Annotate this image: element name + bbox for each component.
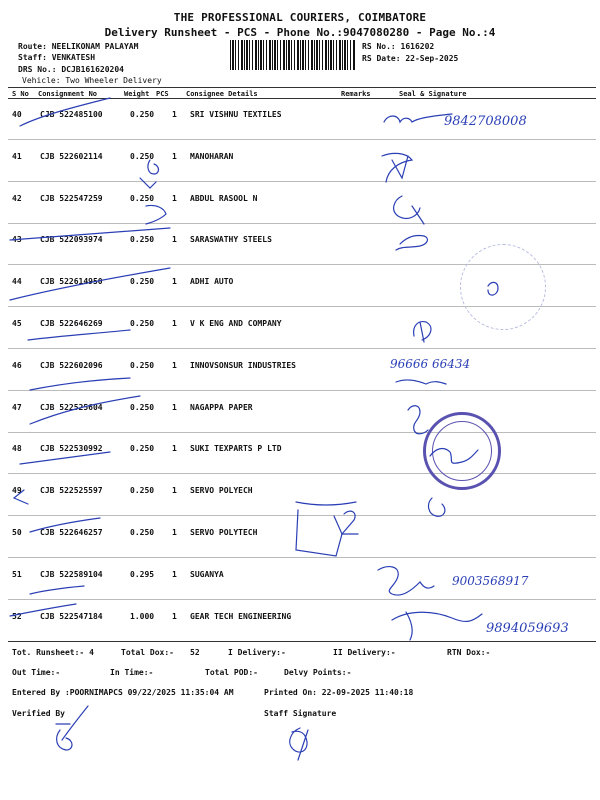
row-pcs: 1: [172, 360, 177, 370]
col-sno: S No: [12, 90, 29, 98]
row-consignment-no: CJB 522589104: [40, 569, 103, 579]
row-pcs: 1: [172, 193, 177, 203]
row-consignee: SRI VISHNU TEXTILES: [190, 110, 282, 119]
row-pcs: 1: [172, 528, 177, 537]
row-weight: 0.250: [130, 528, 155, 537]
row-weight: 0.250: [130, 402, 155, 412]
row-consignment-no: CJB 522614950: [40, 277, 103, 287]
entered-by: Entered By :POORNIMAPCS 09/22/2025 11:35:04 AM: [12, 688, 234, 697]
row-consignment-no: CJB 522547184: [40, 611, 103, 621]
table-rule-bottom: [8, 641, 596, 642]
row-pcs: 1: [172, 235, 177, 245]
row-sno: 47: [12, 402, 22, 412]
row-consignment-no: CJB 522093974: [40, 235, 103, 245]
row-sno: 46: [12, 360, 22, 370]
verified-by: Verified By: [12, 709, 65, 718]
row-sno: 40: [12, 110, 22, 119]
row-weight: 0.250: [130, 277, 155, 287]
staff-label: Staff: VENKATESH: [18, 53, 96, 62]
row-sno: 41: [12, 151, 22, 161]
row-weight: 0.250: [130, 110, 155, 119]
total-pod: Total POD:-: [205, 668, 258, 677]
row-consignment-no: CJB 522646257: [40, 528, 103, 537]
rs-date: RS Date: 22-Sep-2025: [362, 54, 459, 63]
row-consignment-no: CJB 522485100: [40, 110, 103, 119]
col-seal: Seal & Signature: [399, 90, 467, 98]
vehicle-label: Vehicle: Two Wheeler Delivery: [22, 76, 162, 85]
staff-signature-mark: [290, 728, 308, 760]
header-rule-top: [8, 87, 596, 88]
row-pcs: 1: [172, 444, 177, 454]
rs-number: RS No.: 1616202: [362, 42, 435, 51]
row-weight: 0.250: [130, 360, 155, 370]
table-row: [8, 140, 596, 182]
row-weight: 0.295: [130, 569, 155, 579]
col-remarks: Remarks: [341, 90, 371, 98]
total-dox-value: 52: [190, 648, 200, 657]
table-row: [8, 474, 596, 516]
rtn-dox: RTN Dox:-: [447, 648, 491, 657]
staff-signature: Staff Signature: [264, 709, 337, 718]
row-pcs: 1: [172, 611, 177, 621]
row-pcs: 1: [172, 277, 177, 287]
row-sno: 42: [12, 193, 22, 203]
row-consignee: SUGANYA: [190, 569, 224, 579]
row-weight: 1.000: [130, 611, 155, 621]
row-pcs: 1: [172, 486, 177, 496]
table-row: [8, 182, 596, 224]
row-consignee: GEAR TECH ENGINEERING: [190, 611, 292, 621]
row-consignment-no: CJB 522525597: [40, 486, 103, 496]
row-consignee: MANOHARAN: [190, 151, 234, 161]
row-sno: 45: [12, 319, 22, 328]
barcode: [230, 40, 356, 70]
runsheet-subtitle: Delivery Runsheet - PCS - Phone No.:9047080280 - Page No.:4: [104, 26, 496, 39]
faint-stamp: [460, 244, 546, 330]
row-consignee: SERVO POLYECH: [190, 486, 253, 496]
table-row: [8, 349, 596, 391]
row-weight: 0.250: [130, 193, 155, 203]
row-consignment-no: CJB 522530992: [40, 444, 103, 454]
row-consignee: SARASWATHY STEELS: [190, 235, 272, 245]
row-consignee: SUKI TEXPARTS P LTD: [190, 444, 282, 454]
total-dox-label: Total Dox:-: [121, 648, 174, 657]
row-consignee: V K ENG AND COMPANY: [190, 319, 282, 328]
row-sno: 52: [12, 611, 22, 621]
row-sno: 50: [12, 528, 22, 537]
row-sno: 48: [12, 444, 22, 454]
handwritten-phone-52: 9894059693: [486, 621, 569, 636]
delvy-points: Delvy Points:-: [284, 668, 352, 677]
route-label: Route: NEELIKONAM PALAYAM: [18, 42, 139, 51]
row-weight: 0.250: [130, 444, 155, 454]
company-title: THE PROFESSIONAL COURIERS, COIMBATORE: [173, 11, 427, 24]
ii-delivery: II Delivery:-: [333, 648, 396, 657]
row-consignee: ABDUL RASOOL N: [190, 193, 258, 203]
row-consignee: NAGAPPA PAPER: [190, 402, 253, 412]
tot-runsheet: Tot. Runsheet:- 4: [12, 648, 94, 657]
row-pcs: 1: [172, 110, 177, 119]
row-weight: 0.250: [130, 235, 155, 245]
row-sno: 43: [12, 235, 22, 245]
row-consignment-no: CJB 522602114: [40, 151, 103, 161]
row-pcs: 1: [172, 319, 177, 328]
row-consignee: SERVO POLYTECH: [190, 528, 258, 537]
row-pcs: 1: [172, 402, 177, 412]
row-pcs: 1: [172, 569, 177, 579]
row-consignment-no: CJB 522525604: [40, 402, 103, 412]
row-weight: 0.250: [130, 319, 155, 328]
row-sno: 44: [12, 277, 22, 287]
table-row: [8, 432, 596, 474]
company-stamp-inner: [432, 421, 492, 481]
drs-number: DRS No.: DCJB161620204: [18, 65, 124, 74]
row-weight: 0.250: [130, 486, 155, 496]
row-consignment-no: CJB 522547259: [40, 193, 103, 203]
handwritten-phone-46: 96666 66434: [390, 357, 471, 371]
col-weight: Weight: [124, 90, 150, 98]
printed-on: Printed On: 22-09-2025 11:40:18: [264, 688, 414, 697]
col-consignee: Consignee Details: [186, 90, 258, 98]
row-consignment-no: CJB 522646269: [40, 319, 103, 328]
table-row: [8, 516, 596, 558]
in-time: In Time:-: [110, 668, 154, 677]
row-weight: 0.250: [130, 151, 155, 161]
row-pcs: 1: [172, 151, 177, 161]
row-sno: 51: [12, 569, 22, 579]
row-consignment-no: CJB 522602096: [40, 360, 103, 370]
row-consignee: ADHI AUTO: [190, 277, 234, 287]
handwritten-phone-51: 9003568917: [452, 574, 529, 588]
table-row: [8, 391, 596, 433]
out-time: Out Time:-: [12, 668, 61, 677]
col-consignment: Consignment No: [38, 90, 98, 98]
row-consignee: INNOVSONSUR INDUSTRIES: [190, 360, 296, 370]
col-pcs: PCS: [156, 90, 169, 98]
row-sno: 49: [12, 486, 22, 496]
i-delivery: I Delivery:-: [228, 648, 286, 657]
handwritten-phone-40: 9842708008: [444, 114, 527, 129]
